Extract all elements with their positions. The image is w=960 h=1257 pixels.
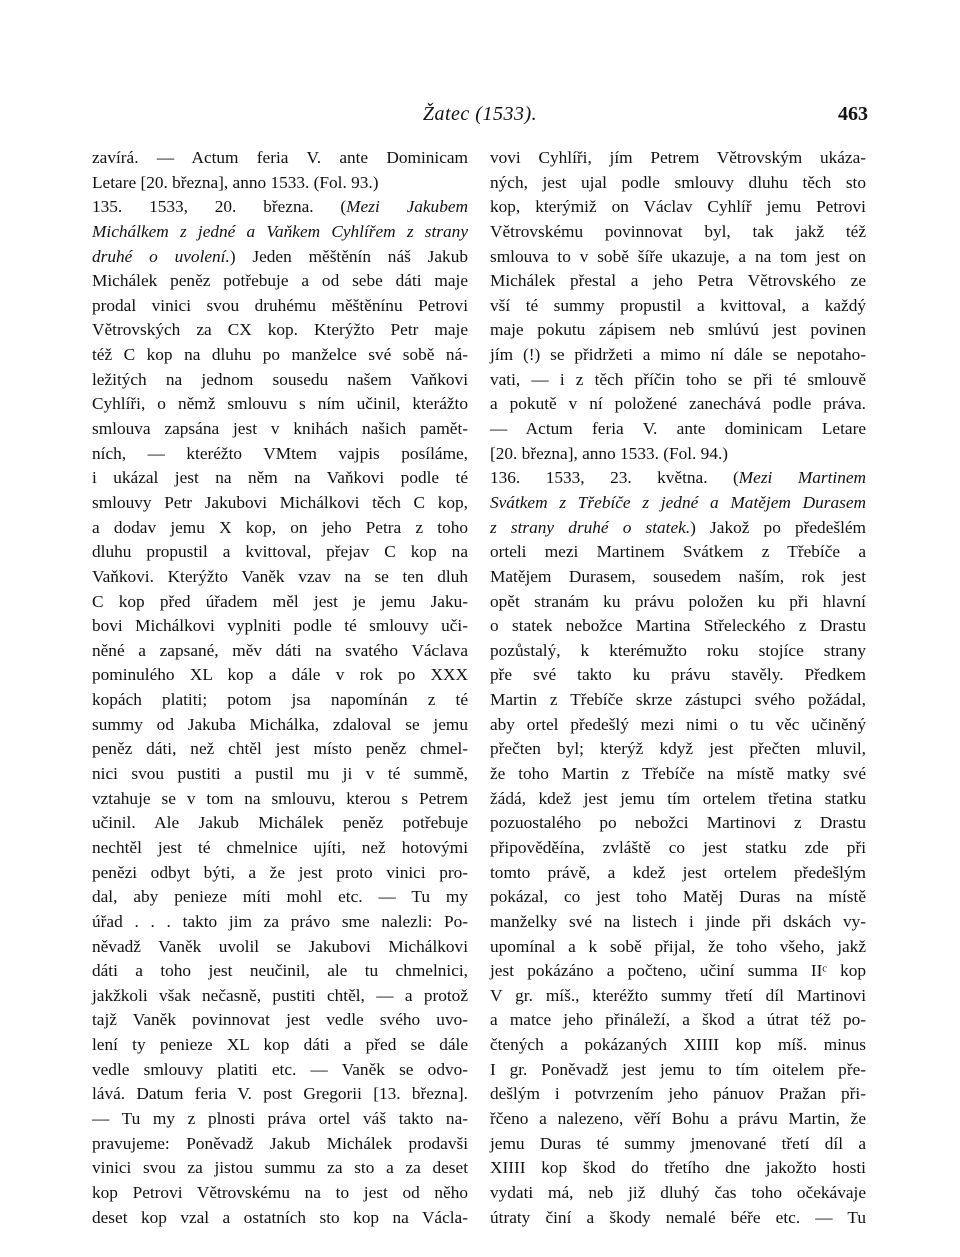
text-line: vati, — i z těch příčin toho se při té smlouvě bbox=[490, 369, 866, 389]
text-line: útraty činí a škody nemalé béře etc. — Tu bbox=[490, 1207, 866, 1227]
text-line: pravujeme: Poněvadž Jakub Michálek prodavši bbox=[92, 1133, 468, 1153]
text-line: úřad . . . takto jim za právo sme nalezli: Po- bbox=[92, 911, 468, 931]
text-line: Letare [20. března], anno 1533. (Fol. 93.) bbox=[92, 172, 379, 192]
text-line: zavírá. — Actum feria V. ante Dominicam bbox=[92, 148, 468, 167]
text-line: prodal vinici svou druhému měštěnínu Petrovi bbox=[92, 295, 468, 315]
text-line: vinici svou za jistou summu za sto a za deset bbox=[92, 1158, 468, 1178]
text-line: Michálkem z jedné a Vaňkem Cyhlířem z strany bbox=[92, 221, 468, 241]
text-line: kopách platiti; potom jsa napomínán z té bbox=[92, 690, 468, 710]
text-line: vovi Cyhlíři, jím Petrem Větrovským ukáza- bbox=[490, 148, 866, 167]
text-line: Martin z Třebíče skrze zástupci svého požádal, bbox=[490, 690, 866, 710]
text-line: tajž Vaněk povinnovat jest vedle svého uvo- bbox=[92, 1010, 468, 1030]
text-line: kop, kterýmiž on Václav Cyhlíř jemu Petrovi bbox=[490, 197, 866, 217]
text-line: Větrovskému povinnovat byl, tak jakž též bbox=[490, 221, 866, 241]
text-line: druhé o uvolení.) Jeden měštěnín náš Jakub bbox=[92, 246, 468, 266]
text-line: pokázal, co jest toho Matěj Duras na místě bbox=[490, 887, 866, 907]
text-line: že toho Martin z Třebíče na místě matky své bbox=[490, 764, 866, 784]
text-line: pozuostalého po nebožci Martinovi z Drastu bbox=[490, 813, 866, 833]
page-header bbox=[0, 103, 960, 133]
text-line: vedle smlouvy platiti etc. — Vaněk se odvo- bbox=[92, 1059, 468, 1079]
text-line: I gr. Poněvadž jest jemu to tím oitelem pře- bbox=[490, 1059, 866, 1079]
text-line: opět stranám ku právu položen ku při hlavní bbox=[490, 591, 866, 611]
text-line: něné a zapsané, měv dáti na svatého Václava bbox=[92, 640, 468, 660]
text-line: bovi Michálkovi vyplniti podle té smlouvy uči- bbox=[92, 616, 468, 636]
text-line: dešlým i potvrzením jeho pánuov Pražan při- bbox=[490, 1084, 866, 1104]
text-line: nechtěl jest té chmelnice ujíti, než hotovými bbox=[92, 837, 468, 857]
text-line: něvadž Vaněk uvolil se Jakubovi Michálkovi bbox=[92, 936, 468, 956]
text-line: přečten byl; kterýž když jest přečten mluvil, bbox=[490, 739, 866, 759]
text-line: manželky své na listech i jinde při dskách vy- bbox=[490, 911, 866, 931]
text-line: jest pokázáno a počteno, učiní summa IIᶜ kop bbox=[490, 961, 866, 981]
text-line: ních, — kteréžto VMtem vajpis posíláme, bbox=[92, 443, 468, 463]
text-line: Michálek přestal a jeho Petra Větrovského ze bbox=[490, 271, 866, 291]
text-line: maje pokutu zápisem neb smlúvú jest povinen bbox=[490, 320, 866, 340]
text-line: žádá, kdež jest jemu tím ortelem třetina statku bbox=[490, 788, 866, 808]
text-line: jakžkoli však nečasně, pustiti chtěl, — a protož bbox=[92, 985, 468, 1005]
text-line: Svátkem z Třebíče z jedné a Matějem Durasem bbox=[490, 492, 866, 512]
text-line: kop Petrovi Větrovskému na to jest od něho bbox=[92, 1182, 468, 1202]
text-line: lává. Datum feria V. post Gregorii [13. března]. bbox=[92, 1084, 468, 1104]
text-line: nici svou pustiti a pustil mu ji v té summě, bbox=[92, 764, 468, 784]
text-line: upomínal a k sobě přijal, že toho všeho, jakž bbox=[490, 936, 866, 956]
text-line: penězi odbyt býti, a že jest proto vinici pro- bbox=[92, 862, 468, 882]
text-line: lení ty penieze XL kop dáti a před se dále bbox=[92, 1035, 468, 1055]
text-line: C kop před úřadem měl jest je jemu Jaku- bbox=[92, 591, 468, 611]
text-line: Cyhlíři, o němž smlouvu s ním učinil, kterážto bbox=[92, 394, 468, 414]
text-line: [20. března], anno 1533. (Fol. 94.) bbox=[490, 443, 729, 463]
text-line: učinil. Ale Jakub Michálek peněz potřebuje bbox=[92, 813, 468, 833]
text-line: smlouva zapsána jest v knihách našich pamět- bbox=[92, 419, 468, 439]
text-line: čtených a pokázaných XIIII kop míš. minus bbox=[490, 1035, 866, 1055]
text-line: jemu Duras té summy jmenované třetí díl a bbox=[490, 1133, 866, 1153]
text-line: jím (!) se přidržeti a mimo ní dále se nepotaho- bbox=[490, 345, 866, 365]
text-line: — Tu my z plnosti práva ortel váš takto na- bbox=[92, 1108, 468, 1128]
text-column-left bbox=[92, 146, 468, 1230]
text-column-right bbox=[490, 146, 866, 1230]
text-line: peněz dáti, než chtěl jest místo peněz chmel- bbox=[92, 739, 468, 759]
text-line: dal, aby penieze míti mohl etc. — Tu my bbox=[92, 887, 468, 907]
text-line: deset kop vzal a ostatních sto kop na Václa- bbox=[92, 1207, 468, 1227]
text-line: summy od Jakuba Michálka, zdaloval se jemu bbox=[92, 714, 468, 734]
text-line: pře své takto ku právu stavěly. Předkem bbox=[490, 665, 866, 685]
text-line: vší té summy propustil a kvittoval, a každý bbox=[490, 295, 866, 315]
text-line: smlouva to v sobě šíře ukazuje, a na tom jest on bbox=[490, 246, 866, 266]
text-line: o statek nebožce Martina Střeleckého z Drastu bbox=[490, 616, 866, 636]
text-line: dáti a toho jest neučinil, ale tu chmelnici, bbox=[92, 961, 468, 981]
text-line: aby ortel předešlý mezi nimi o tu věc učiněný bbox=[490, 714, 866, 734]
text-line: tomto právě, a kdež jest ortelem předešlým bbox=[490, 862, 866, 882]
text-line: řčeno a nalezeno, věří Bohu a právu Martin, že bbox=[490, 1108, 866, 1128]
text-line: vydati má, neb již dluhý čas toho očekávaje bbox=[490, 1182, 866, 1202]
text-line: XIIII kop škod do třetího dne jakožto hosti bbox=[490, 1158, 866, 1178]
text-line: a dodav jemu X kop, on jeho Petra z toho bbox=[92, 517, 468, 537]
text-line: Vaňkovi. Kterýžto Vaněk vzav na se ten dluh bbox=[92, 566, 468, 586]
text-line: smlouvy Petr Jakubovi Michálkovi těch C kop, bbox=[92, 492, 468, 512]
page-number: 463 bbox=[838, 103, 868, 125]
text-line: V gr. míš., kteréžto summy třetí díl Martinovi bbox=[490, 985, 866, 1005]
text-line: 136. 1533, 23. května. (Mezi Martinem bbox=[490, 468, 866, 488]
text-line: Matějem Durasem, sousedem naším, rok jest bbox=[490, 566, 866, 586]
text-line: — Actum feria V. ante dominicam Letare bbox=[490, 419, 866, 439]
text-line: vztahuje se v tom na smlouvu, kterou s Petrem bbox=[92, 788, 468, 808]
text-line: z strany druhé o statek.) Jakož po předešlém bbox=[490, 517, 867, 537]
text-line: pozůstalý, k kterémužto roku stojíce strany bbox=[490, 640, 866, 660]
text-line: též C kop na dluhu po manželce své sobě ná- bbox=[92, 345, 468, 365]
text-line: orteli mezi Martinem Svátkem z Třebíče a bbox=[490, 542, 866, 562]
text-line: Větrovských za CX kop. Kterýžto Petr maje bbox=[92, 320, 468, 340]
text-line: Michálek peněz potřebuje a od sebe dáti maje bbox=[92, 271, 468, 291]
text-line: ležitých na jednom sousedu našem Vaňkovi bbox=[92, 369, 468, 389]
text-line: a pokutě v ní položené zanechává podle práva. bbox=[490, 394, 866, 414]
column-gutter bbox=[479, 150, 480, 1160]
text-line: i ukázal jest na něm na Vaňkovi podle té bbox=[92, 468, 468, 488]
text-line: a matce jeho přináleží, a škod a útrat též po- bbox=[490, 1010, 866, 1030]
text-line: dluhu propustil a kvittoval, přejav C kop na bbox=[92, 542, 468, 562]
text-line: pominulého XL kop a dále v rok po XXX bbox=[92, 665, 468, 685]
text-line: ných, jest ujal podle smlouvy dluhu těch sto bbox=[490, 172, 866, 192]
text-line: 135. 1533, 20. března. (Mezi Jakubem bbox=[92, 197, 468, 217]
text-line: připověděína, zvláště co jest statku zde při bbox=[490, 837, 866, 857]
running-title: Žatec (1533). bbox=[422, 103, 538, 125]
